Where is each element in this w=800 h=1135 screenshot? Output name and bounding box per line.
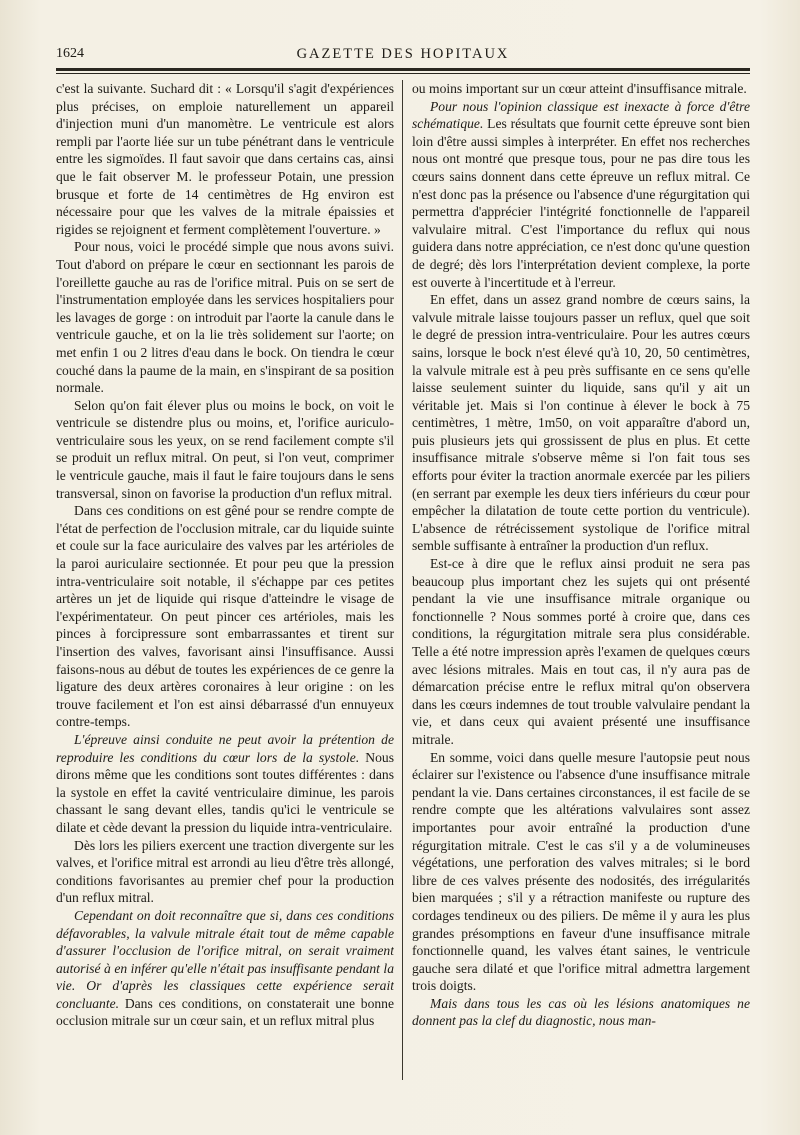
italic-text: Pour nous l'opinion classique est inexacte à force d'être schématique. — [412, 98, 750, 132]
paragraph-text: Dans ces conditions, on constaterait une bonne occlusion mitrale sur un cœur sain, et un reflux mitral plus — [56, 995, 394, 1029]
journal-title: GAZETTE DES HOPITAUX — [296, 46, 510, 62]
paragraph-text: Nous dirons même que les conditions sont toutes différentes : dans la systole en effet la cavité ventriculaire diminue, les parois chassant le sang devant elles, tandis qu'ici le ventricule se dilate et cède devant la pression du liquide intra-ventriculaire. — [56, 749, 394, 835]
paragraph-text: Selon qu'on fait élever plus ou moins le bock, on voit le ventricule se distendre plus ou moins, et, l'orifice auriculo-ventriculaire sous les yeux, on se rend facilement compte s'il se produit un reflux mitral. On peut, si l'on veut, comprimer le ventricule gauche, mais il faut le faire toujours dans le sens transversal, sinon on favorise la production d'un reflux mitral. — [56, 397, 394, 501]
left-column — [56, 80, 394, 1090]
paragraph-text: Les résultats que fournit cette épreuve sont bien loin d'être aussi simples à interpréter. En effet nos recherches nous ont montré que presque tous, pour ne pas dire tous les cœurs sains donnent dans cette épreuve un reflux mitral. Ce n'est donc pas la présence ou l'absence d'une régurgitation qui permettra d'apprécier l'intégrité fonctionnelle de l'appareil valvulaire mitral. C'est l'importance du reflux qui nous guidera dans notre appréciation, ce n'est donc qu'une question de degré; dès lors l'interprétation devient complexe, la porte est ouverte à l'incertitude et à l'erreur. — [412, 116, 750, 290]
paragraph-text: c'est la suivante. Suchard dit : « Lorsqu'il s'agit d'expériences plus précises, on emploie naturellement un appareil d'injection muni d'un manomètre. Le ventricule est alors rempli par l'aorte liée sur un tube pénétrant dans le ventricule entre les sigmoïdes. Il faut savoir que dans certains cas, ainsi que le fait observer M. le professeur Potain, une pression brusque et forte de 14 centimètres de Hg environ est nécessaire pour que les valves de la mitrale épaissies et rigides se rejoignent et ferment complètement l'ouverture. » — [56, 81, 394, 237]
paragraph — [56, 80, 394, 238]
header-rule-thick — [56, 68, 750, 71]
paragraph — [412, 291, 750, 555]
paragraph — [412, 98, 750, 292]
right-column — [412, 80, 750, 1090]
paragraph-text: En somme, voici dans quelle mesure l'autopsie peut nous éclairer sur l'existence ou l'absence d'une insuffisance mitrale pendant la vie. Dans certaines circonstances, il est facile de se rendre compte que les altérations valvulaires sont assez importantes pour avoir entraîné la production d'une régurgitation mitrale. C'est le cas s'il y a de volumineuses végétations, une perforation des valves mitrales; si le bord libre de ces valves présente des nodosités, des irrégularités bien marquées ; s'il y a rétraction manifeste ou rupture des cordages tendineux ou des piliers. De même il y aura les plus grandes présomptions en faveur d'une insuffisance mitrale fonctionnelle quand, les valves étant saines, le ventricule gauche sera dilaté et que l'orifice mitral admettra largement trois doigts. — [412, 749, 750, 994]
paragraph-text: Dans ces conditions on est gêné pour se rendre compte de l'état de perfection de l'occlusion mitrale, car du liquide suinte et coule sur la face auriculaire des valves par les artérioles de la paroi auriculaire sectionnée. Et pour peu que la pression intra-ventriculaire soit notable, il s'échappe par ces petites artères un jet de liquide qui risque d'atteindre le visage de l'expérimentateur. On peut pincer ces artérioles, mais les pinces à forcipressure sont embarrassantes et tirent sur l'insertion des valves, favorisant ainsi l'insuffisance. Aussi faisons-nous au début de toutes les expériences de ce genre la ligature des deux artères coronaires à leur origine : on les trouve facilement et l'on est ainsi débarrassé d'un ennuyeux contre-temps. — [56, 503, 394, 730]
paragraph-text: ou moins important sur un cœur atteint d'insuffisance mitrale. — [412, 81, 747, 96]
paragraph — [56, 502, 394, 731]
paragraph — [56, 731, 394, 837]
paragraph-text: Dès lors les piliers exercent une traction divergente sur les valves, et l'orifice mitral est arrondi au lieu d'être très allongé, conditions favorisantes au premier chef pour la production d'un reflux mitral. — [56, 837, 394, 906]
paragraph-text: En effet, dans un assez grand nombre de cœurs sains, la valvule mitrale laisse toujours passer un reflux, quel que soit le degré de pression intra-ventriculaire. Pour les autres cœurs sains, lorsque le bock n'est élevé qu'à 10, 20, 50 centimètres, la valvule mitrale est à peu près suffisante en ce sens qu'elle laisse seulement suinter du liquide, sans qu'il y ait un véritable jet. Mais si l'on continue à élever le bock à 75 centimètres, 1 mètre, 1m50, on voit apparaître d'abord un, puis plusieurs jets qui grossissent de plus en plus. Et cette insuffisance mitrale s'observe même si l'on fait tous ses efforts pour éviter la traction anormale exercée par les piliers (en serrant par exemple les deux tiers inférieurs du cœur pour empêcher la dilatation de toute cette portion du ventricule). L'absence de rétrécissement systolique de l'orifice mitral semble suffisante à entraîner la production d'un reflux. — [412, 292, 750, 554]
italic-text: Cependant on doit reconnaître que si, dans ces conditions défavorables, la valvule mitrale était tout de même capable d'assurer l'occlusion de l'orifice mitral, on serait vraiment autorisé à en inférer qu'elle n'était pas insuffisante pendant la vie. Or d'après les classiques cette expérience serait concluante. — [56, 907, 394, 1011]
header-rule-thin — [56, 73, 750, 74]
paragraph — [412, 995, 750, 1030]
paragraph — [56, 397, 394, 503]
column-divider — [402, 80, 403, 1080]
paragraph — [412, 749, 750, 995]
paragraph — [56, 238, 394, 396]
italic-text: Mais dans tous les cas où les lésions anatomiques ne donnent pas la clef du diagnostic, nous man- — [412, 995, 750, 1029]
page-number: 1624 — [56, 46, 84, 61]
paragraph-text: Est-ce à dire que le reflux ainsi produit ne sera pas beaucoup plus important chez les sujets qui ont présenté pendant la vie une insuffisance mitrale organique ou fonctionnelle ? Nous sommes porté à croire que, dans ces conditions, la régurgitation mitrale sera plus considérable. Telle a été notre impression après l'examen de quelques cœurs avec lésions mitrales. Mais en tout cas, il n'y aura pas de démarcation précise entre le reflux mitral qu'on observera dans les cœurs indemnes de tout trouble valvulaire pendant la vie, et dans ceux qui avaient présenté une insuffisance mitrale. — [412, 556, 750, 747]
paragraph — [412, 80, 750, 98]
paragraph — [412, 555, 750, 749]
italic-text: L'épreuve ainsi conduite ne peut avoir la prétention de reproduire les conditions du cœur lors de la systole. — [56, 731, 394, 765]
paragraph — [56, 907, 394, 1030]
paragraph — [56, 837, 394, 907]
paragraph-text: Pour nous, voici le procédé simple que nous avons suivi. Tout d'abord on prépare le cœur en sectionnant les parois de l'oreillette gauche au ras de l'orifice mitral. Puis on se sert de l'instrumentation employée dans les services hospitaliers pour les lavages de gorge : on introduit par l'aorte la canule dans le ventricule gauche, et on la lie très solidement sur l'aorte; on met enfin 1 ou 2 litres d'eau dans le bock. On tiendra le cœur couché dans la paume de la main, en s'inspirant de sa position normale. — [56, 239, 394, 396]
page-header — [56, 44, 750, 68]
